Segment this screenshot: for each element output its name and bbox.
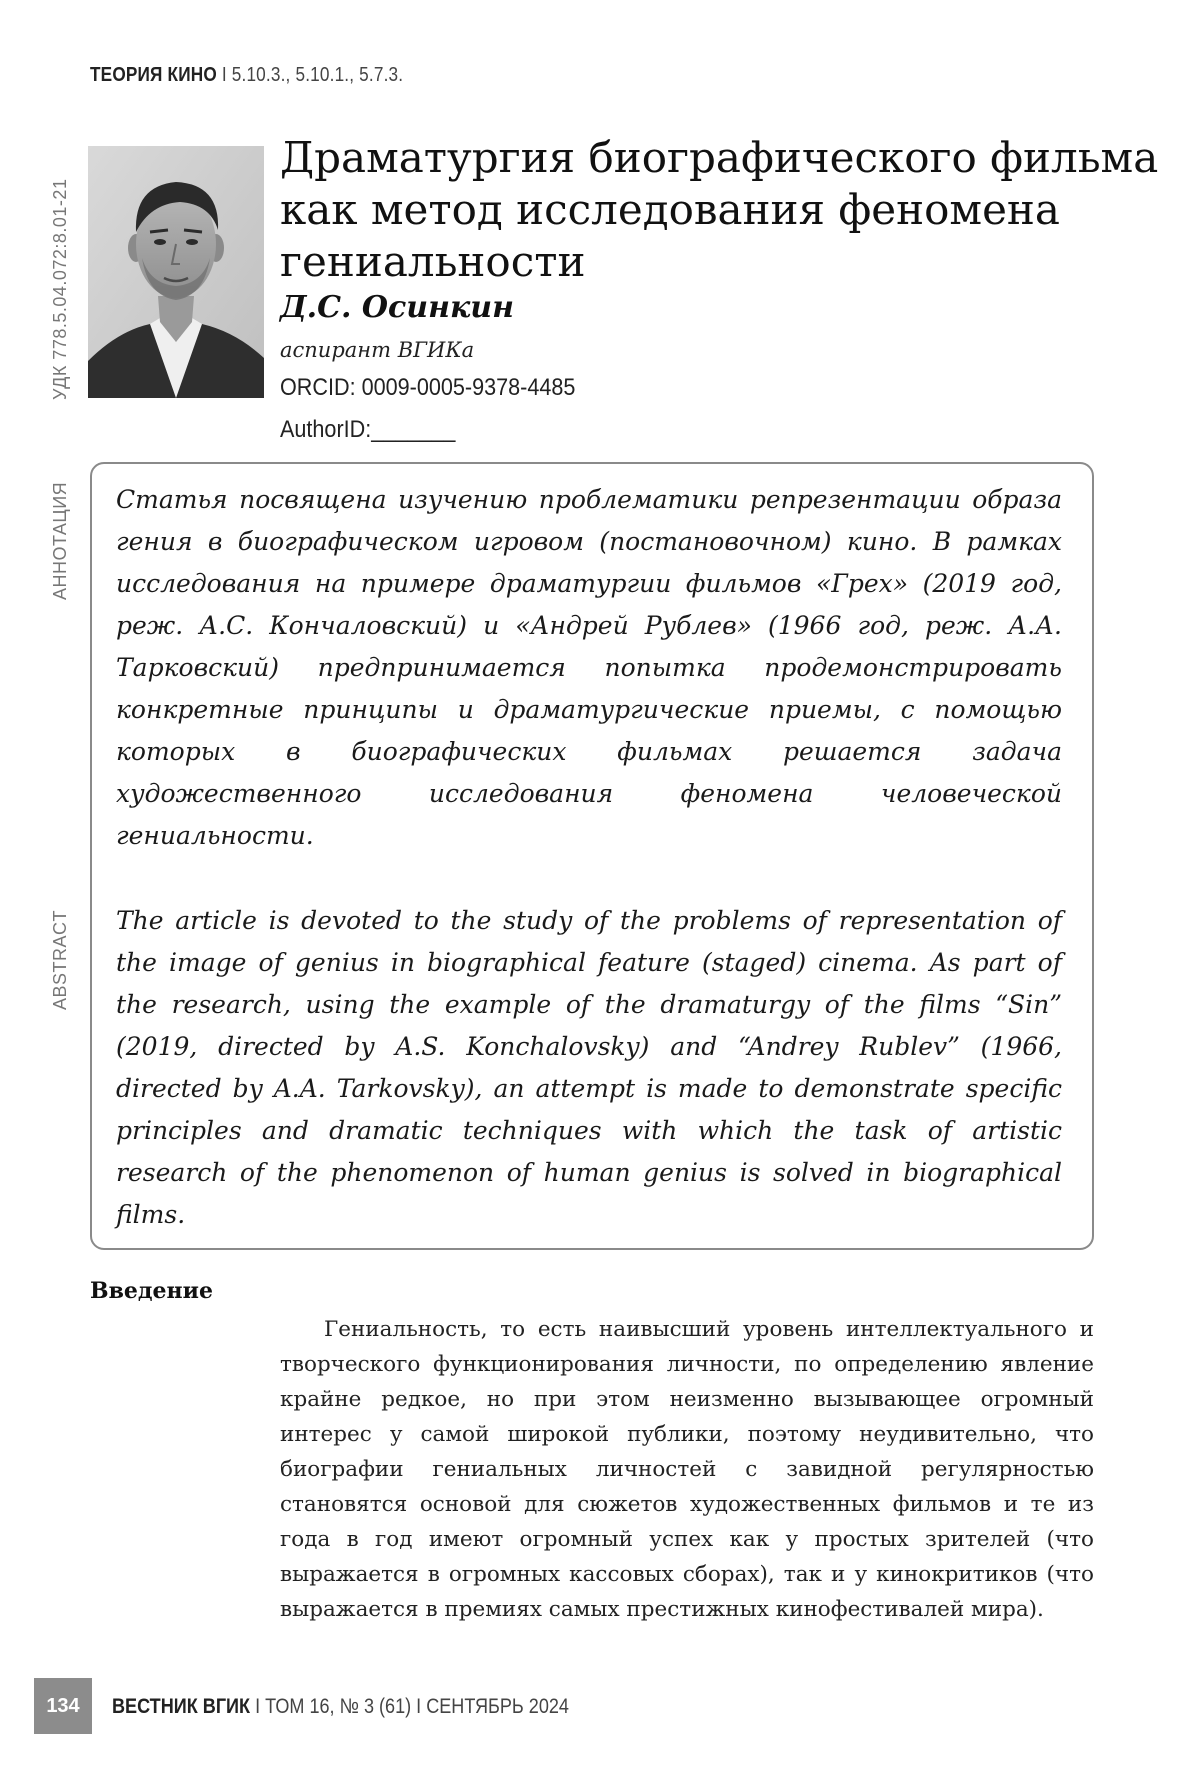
- issue-info: I ТОМ 16, № 3 (61) I СЕНТЯБРЬ 2024: [250, 1695, 569, 1718]
- abstract-russian: Статья посвящена изучению проблематики репрезентации образа гения в биографическом игровом (постановочном) кино. В рамках исследования на примере драматургии фильмов «Грех» (2019 год, реж. А.С. Кончаловский) и «Андрей Рублев» (1966 год, реж. А.А. Тарковский) предпринимается попытка продемонстрировать конкретные принципы и драматургические приемы, с помощью которых в биографических фильмах решается задача художественного исследования феномена человеческой гениальности.: [116, 479, 1062, 857]
- introduction-heading: Введение: [90, 1278, 213, 1304]
- page-number: 134: [34, 1678, 92, 1734]
- section-name: ТЕОРИЯ КИНО: [90, 64, 217, 86]
- author-id: AuthorID:_______: [280, 416, 455, 444]
- author-name: Д.С. Осинкин: [280, 290, 514, 325]
- introduction-paragraph: Гениальность, то есть наивысший уровень интеллектуального и творческого функционирования личности, по определению явление крайне редкое, но при этом неизменно вызывающее огромный интерес у самой широкой публики, поэтому неудивительно, что биографии гениальных личностей с завидной регулярностью становятся основой для сюжетов художественных фильмов и те из года в год имеют огромный успех как у простых зрителей (что выражается в огромных кассовых сборах), так и у кинокритиков (что выражается в премиях самых престижных кинофестивалей мира).: [280, 1312, 1094, 1627]
- article-title: Драматургия биографического фильма как метод исследования феномена гениальности: [280, 132, 1160, 288]
- journal-name: ВЕСТНИК ВГИК: [112, 1695, 250, 1718]
- abstract-label: ABSTRACT: [50, 910, 71, 1010]
- specialty-codes: 5.10.3., 5.10.1., 5.7.3.: [232, 64, 403, 86]
- udk-label: УДК 778.5.04.072:8.01-21: [50, 179, 71, 400]
- annotation-label: АННОТАЦИЯ: [50, 482, 71, 600]
- header-separator: I: [217, 64, 232, 86]
- author-affiliation: аспирант ВГИКа: [280, 338, 474, 362]
- running-footer: [112, 1695, 569, 1719]
- author-photo: [88, 146, 264, 398]
- portrait-illustration: [88, 146, 264, 398]
- running-header: [90, 64, 403, 87]
- abstract-english: The article is devoted to the study of the problems of representation of the image of genius in biographical feature (staged) cinema. As part of the research, using the example of the dramaturgy of the films “Sin” (2019, directed by A.S. Konchalovsky) and “Andrey Rublev” (1966, directed by A.A. Tarkovsky), an attempt is made to demonstrate specific principles and dramatic techniques with which the task of artistic research of the phenomenon of human genius is solved in biographical films.: [116, 900, 1062, 1236]
- orcid: ORCID: 0009-0005-9378-4485: [280, 374, 575, 402]
